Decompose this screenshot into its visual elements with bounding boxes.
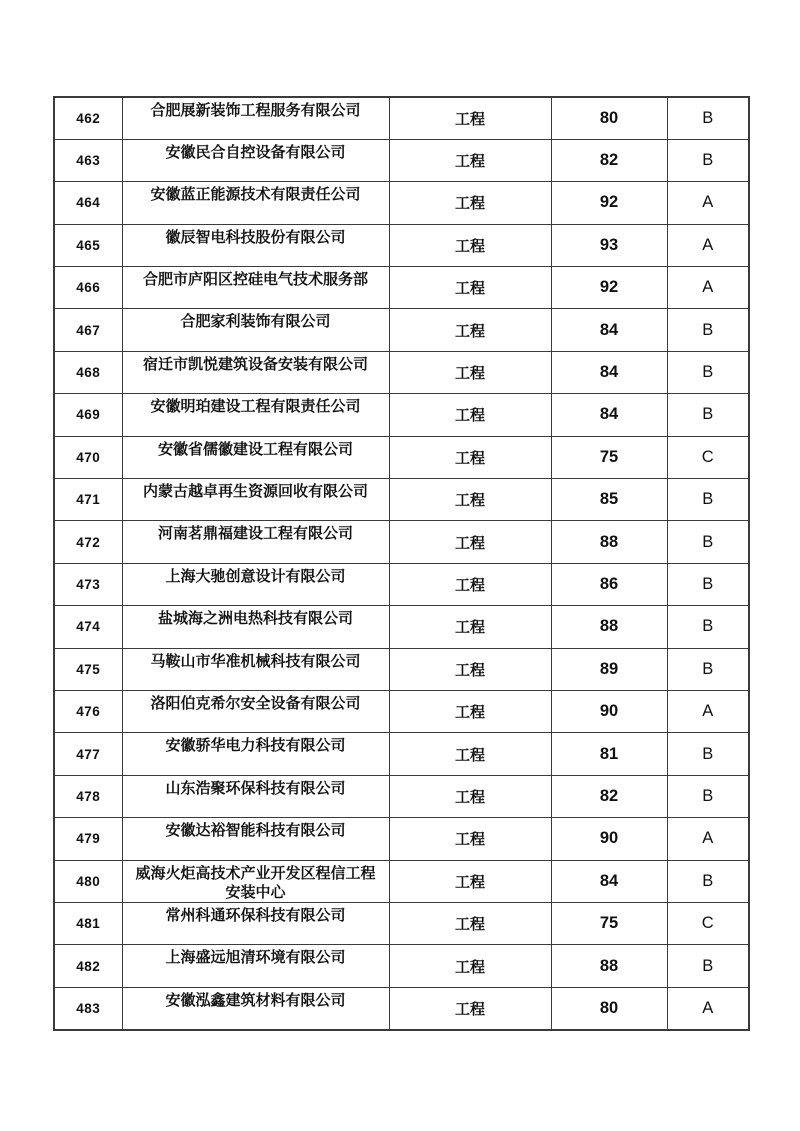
table-row <box>54 309 749 351</box>
grade-cell: C <box>667 902 749 944</box>
rank-cell: 480 <box>54 860 122 902</box>
table-row <box>54 902 749 944</box>
category-cell: 工程 <box>389 394 551 436</box>
category-cell: 工程 <box>389 987 551 1029</box>
grade-cell: B <box>667 733 749 775</box>
company-name-cell: 安徽蓝正能源技术有限责任公司 <box>122 182 389 224</box>
grade-cell: B <box>667 648 749 690</box>
table-row <box>54 267 749 309</box>
company-name-cell: 合肥家利装饰有限公司 <box>122 309 389 351</box>
category-cell: 工程 <box>389 436 551 478</box>
category-cell: 工程 <box>389 224 551 266</box>
category-cell: 工程 <box>389 733 551 775</box>
grade-cell: B <box>667 394 749 436</box>
company-name-cell: 徽辰智电科技股份有限公司 <box>122 224 389 266</box>
score-cell: 85 <box>551 479 667 521</box>
grade-cell: A <box>667 818 749 860</box>
table-row <box>54 690 749 732</box>
grade-cell: B <box>667 521 749 563</box>
score-cell: 86 <box>551 563 667 605</box>
grade-cell: A <box>667 224 749 266</box>
grade-cell: C <box>667 436 749 478</box>
score-cell: 81 <box>551 733 667 775</box>
company-name-cell: 内蒙古越卓再生资源回收有限公司 <box>122 479 389 521</box>
company-name-cell: 上海大驰创意设计有限公司 <box>122 563 389 605</box>
category-cell: 工程 <box>389 479 551 521</box>
category-cell: 工程 <box>389 563 551 605</box>
grade-cell: A <box>667 267 749 309</box>
table-row <box>54 436 749 478</box>
company-name-cell: 常州科通环保科技有限公司 <box>122 902 389 944</box>
score-cell: 80 <box>551 987 667 1029</box>
category-cell: 工程 <box>389 648 551 690</box>
table-row <box>54 775 749 817</box>
table-row <box>54 606 749 648</box>
company-name-cell: 盐城海之洲电热科技有限公司 <box>122 606 389 648</box>
category-cell: 工程 <box>389 139 551 181</box>
rank-cell: 467 <box>54 309 122 351</box>
company-name-cell: 洛阳伯克希尔安全设备有限公司 <box>122 690 389 732</box>
rank-cell: 463 <box>54 139 122 181</box>
score-cell: 75 <box>551 902 667 944</box>
category-cell: 工程 <box>389 690 551 732</box>
rank-cell: 481 <box>54 902 122 944</box>
table-row <box>54 521 749 563</box>
company-name-cell: 安徽民合自控设备有限公司 <box>122 139 389 181</box>
grade-cell: A <box>667 987 749 1029</box>
grade-cell: B <box>667 860 749 902</box>
table-row <box>54 97 749 139</box>
rank-cell: 476 <box>54 690 122 732</box>
grade-cell: B <box>667 945 749 987</box>
rank-cell: 473 <box>54 563 122 605</box>
rank-cell: 471 <box>54 479 122 521</box>
category-cell: 工程 <box>389 309 551 351</box>
rank-cell: 468 <box>54 351 122 393</box>
score-cell: 84 <box>551 309 667 351</box>
score-cell: 92 <box>551 182 667 224</box>
table-row <box>54 394 749 436</box>
rating-table-body <box>54 97 749 1030</box>
grade-cell: B <box>667 479 749 521</box>
table-row <box>54 351 749 393</box>
grade-cell: A <box>667 690 749 732</box>
company-name-cell: 合肥市庐阳区控硅电气技术服务部 <box>122 267 389 309</box>
company-name-cell: 山东浩聚环保科技有限公司 <box>122 775 389 817</box>
company-name-cell: 安徽省儒徽建设工程有限公司 <box>122 436 389 478</box>
table-row <box>54 987 749 1029</box>
category-cell: 工程 <box>389 351 551 393</box>
grade-cell: B <box>667 309 749 351</box>
category-cell: 工程 <box>389 902 551 944</box>
score-cell: 88 <box>551 521 667 563</box>
table-row <box>54 945 749 987</box>
score-cell: 88 <box>551 945 667 987</box>
category-cell: 工程 <box>389 945 551 987</box>
grade-cell: A <box>667 182 749 224</box>
rank-cell: 470 <box>54 436 122 478</box>
score-cell: 88 <box>551 606 667 648</box>
table-row <box>54 563 749 605</box>
category-cell: 工程 <box>389 521 551 563</box>
rank-cell: 482 <box>54 945 122 987</box>
table-row <box>54 648 749 690</box>
rank-cell: 483 <box>54 987 122 1029</box>
rank-cell: 472 <box>54 521 122 563</box>
score-cell: 82 <box>551 775 667 817</box>
rank-cell: 464 <box>54 182 122 224</box>
rank-cell: 466 <box>54 267 122 309</box>
category-cell: 工程 <box>389 775 551 817</box>
rank-cell: 477 <box>54 733 122 775</box>
table-row <box>54 818 749 860</box>
score-cell: 75 <box>551 436 667 478</box>
company-name-cell: 河南茗鼎福建设工程有限公司 <box>122 521 389 563</box>
company-name-cell: 安徽明珀建设工程有限责任公司 <box>122 394 389 436</box>
table-row <box>54 860 749 902</box>
company-name-cell: 宿迁市凯悦建筑设备安装有限公司 <box>122 351 389 393</box>
table-row <box>54 182 749 224</box>
score-cell: 90 <box>551 818 667 860</box>
table-row <box>54 139 749 181</box>
rank-cell: 474 <box>54 606 122 648</box>
company-name-cell: 合肥展新装饰工程服务有限公司 <box>122 97 389 139</box>
rank-cell: 465 <box>54 224 122 266</box>
score-cell: 80 <box>551 97 667 139</box>
company-name-cell: 安徽骄华电力科技有限公司 <box>122 733 389 775</box>
rank-cell: 475 <box>54 648 122 690</box>
category-cell: 工程 <box>389 606 551 648</box>
company-rating-table <box>53 96 750 1031</box>
rank-cell: 462 <box>54 97 122 139</box>
score-cell: 82 <box>551 139 667 181</box>
grade-cell: B <box>667 775 749 817</box>
grade-cell: B <box>667 139 749 181</box>
table-row <box>54 224 749 266</box>
grade-cell: B <box>667 606 749 648</box>
grade-cell: B <box>667 97 749 139</box>
table-row <box>54 733 749 775</box>
grade-cell: B <box>667 563 749 605</box>
score-cell: 84 <box>551 394 667 436</box>
table-row <box>54 479 749 521</box>
company-name-cell: 安徽泓鑫建筑材料有限公司 <box>122 987 389 1029</box>
score-cell: 84 <box>551 351 667 393</box>
company-name-cell: 上海盛远旭清环境有限公司 <box>122 945 389 987</box>
category-cell: 工程 <box>389 818 551 860</box>
category-cell: 工程 <box>389 267 551 309</box>
score-cell: 92 <box>551 267 667 309</box>
company-name-cell: 安徽达裕智能科技有限公司 <box>122 818 389 860</box>
category-cell: 工程 <box>389 97 551 139</box>
category-cell: 工程 <box>389 860 551 902</box>
company-name-cell: 马鞍山市华准机械科技有限公司 <box>122 648 389 690</box>
rank-cell: 478 <box>54 775 122 817</box>
score-cell: 90 <box>551 690 667 732</box>
score-cell: 93 <box>551 224 667 266</box>
category-cell: 工程 <box>389 182 551 224</box>
company-name-cell: 威海火炬高技术产业开发区程信工程安装中心 <box>122 860 389 902</box>
grade-cell: B <box>667 351 749 393</box>
rank-cell: 479 <box>54 818 122 860</box>
score-cell: 89 <box>551 648 667 690</box>
score-cell: 84 <box>551 860 667 902</box>
rank-cell: 469 <box>54 394 122 436</box>
